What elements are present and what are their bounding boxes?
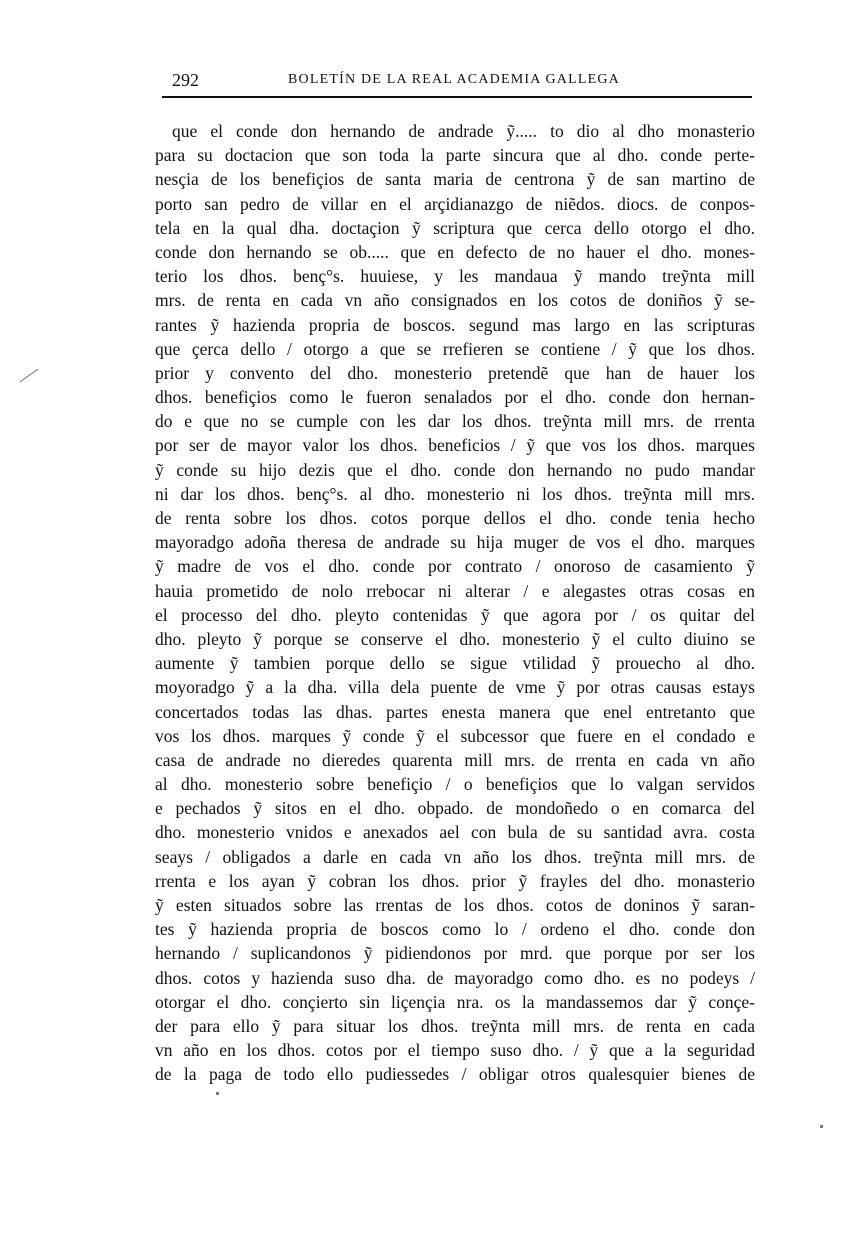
text-line: dhos. cotos y hazienda suso dha. de mayoradgo como dho. es no podeys / [155, 967, 755, 988]
text-line: ỹ conde su hijo dezis que el dho. conde don hernando no pudo mandar [155, 459, 755, 480]
scan-mark [216, 1092, 219, 1095]
text-line: hauia prometido de nolo rrebocar ni alterar / e alegastes otras cosas en [155, 580, 755, 601]
scan-mark [820, 1125, 823, 1128]
text-line: nesçia de los benefiçios de santa maria de centrona ỹ de san martino de [155, 169, 755, 190]
text-line: el processo del dho. pleyto contenidas ỹ que agora por / os quitar del [155, 604, 755, 625]
text-line: mayoradgo adoña theresa de andrade su hija muger de vos el dho. marques [155, 532, 755, 553]
text-line: rrenta e los ayan ỹ cobran los dhos. prior ỹ frayles del dho. monasterio [155, 870, 755, 891]
text-line: tes ỹ hazienda propria de boscos como lo / ordeno el dho. conde don [155, 919, 755, 940]
text-line: de renta sobre los dhos. cotos porque dellos el dho. conde tenia hecho [155, 508, 755, 528]
text-line: seays / obligados a darle en cada vn año los dhos. treỹnta mill mrs. de [155, 846, 755, 867]
page-number: 292 [172, 70, 199, 90]
text-line: aumente ỹ tambien porque dello se sigue vtilidad ỹ prouecho al dho. [155, 653, 755, 674]
text-line: dho. monesterio vnidos e anexados ael con bula de su santidad avra. costa [155, 822, 755, 843]
text-line: tela en la qual dha. doctaçion ỹ scriptura que cerca dello otorgo el dho. [155, 217, 755, 238]
text-line: rantes ỹ hazienda propria de boscos. segund mas largo en las scripturas [155, 314, 755, 335]
text-line: que el conde don hernando de andrade ỹ..... to dio al dho monasterio [172, 121, 755, 141]
text-line: dho. pleyto ỹ porque se conserve el dho. monesterio ỹ el culto diuino se [155, 628, 755, 649]
text-line: terio los dhos. benç°s. huuiese, y les mandaua ỹ mando treỹnta mill [155, 266, 755, 287]
text-line: que çerca dello / otorgo a que se rrefieren se contiene / ỹ que los dhos. [155, 338, 755, 359]
text-line: der para ello ỹ para situar los dhos. treỹnta mill mrs. de renta en cada [155, 1015, 755, 1036]
text-line: hernando / suplicandonos ỹ pidiendonos por mrd. que porque por ser los [155, 943, 755, 964]
text-line: mrs. de renta en cada vn año consignados en los cotos de doniños ỹ se- [155, 290, 755, 311]
text-line: concertados todas las dhas. partes enesta manera que enel entretanto que [155, 701, 755, 722]
text-line: al dho. monesterio sobre benefiçio / o benefiçios que lo valgan servidos [155, 774, 755, 795]
text-line: ni dar los dhos. benç°s. al dho. monesterio ni los dhos. treỹnta mill mrs. [155, 483, 755, 504]
text-line: ỹ esten situados sobre las rrentas de los dhos. cotos de doninos ỹ saran- [155, 895, 755, 915]
text-line: para su doctacion que son toda la parte sincura que al dho. conde perte- [155, 145, 755, 166]
text-line: vos los dhos. marques ỹ conde ỹ el subcessor que fuere en el condado e [155, 725, 755, 746]
body-text [155, 119, 755, 1087]
text-line: do e que no se cumple con les dar los dhos. treỹnta mill mrs. de rrenta [155, 411, 755, 432]
text-line: dhos. benefiçios como le fueron senalados por el dho. conde don hernan- [155, 387, 755, 408]
text-line: porto san pedro de villar en el arçidianazgo de niẽdos. diocs. de conpos- [155, 193, 755, 214]
header-rule [162, 96, 752, 98]
text-line: casa de andrade no dieredes quarenta mill mrs. de rrenta en cada vn año [155, 749, 755, 770]
text-line: conde don hernando se ob..... que en defecto de no hauer el dho. mones- [155, 241, 755, 262]
text-line: e pechados ỹ sitos en el dho. obpado. de mondoñedo o en comarca del [155, 798, 755, 819]
text-line: moyoradgo ỹ a la dha. villa dela puente de vme ỹ por otras causas estays [155, 677, 755, 698]
text-line: otorgar el dho. conçierto sin liçençia nra. os la mandassemos dar ỹ conçe- [155, 991, 755, 1012]
running-head: BOLETÍN DE LA REAL ACADEMIA GALLEGA [288, 72, 620, 87]
page-header [166, 68, 750, 94]
text-line: ỹ madre de vos el dho. conde por contrato / onoroso de casamiento ỹ [155, 556, 755, 577]
text-line: prior y convento del dho. monesterio pretendẽ que han de hauer los [155, 362, 755, 383]
text-line: vn año en los dhos. cotos por el tiempo suso dho. / ỹ que a la seguridad [155, 1040, 755, 1061]
scan-mark [20, 369, 39, 382]
text-line: por ser de mayor valor los dhos. beneficios / ỹ que vos los dhos. marques [155, 435, 755, 456]
text-line: de la paga de todo ello pudiessedes / obligar otros qualesquier bienes de [155, 1064, 755, 1085]
